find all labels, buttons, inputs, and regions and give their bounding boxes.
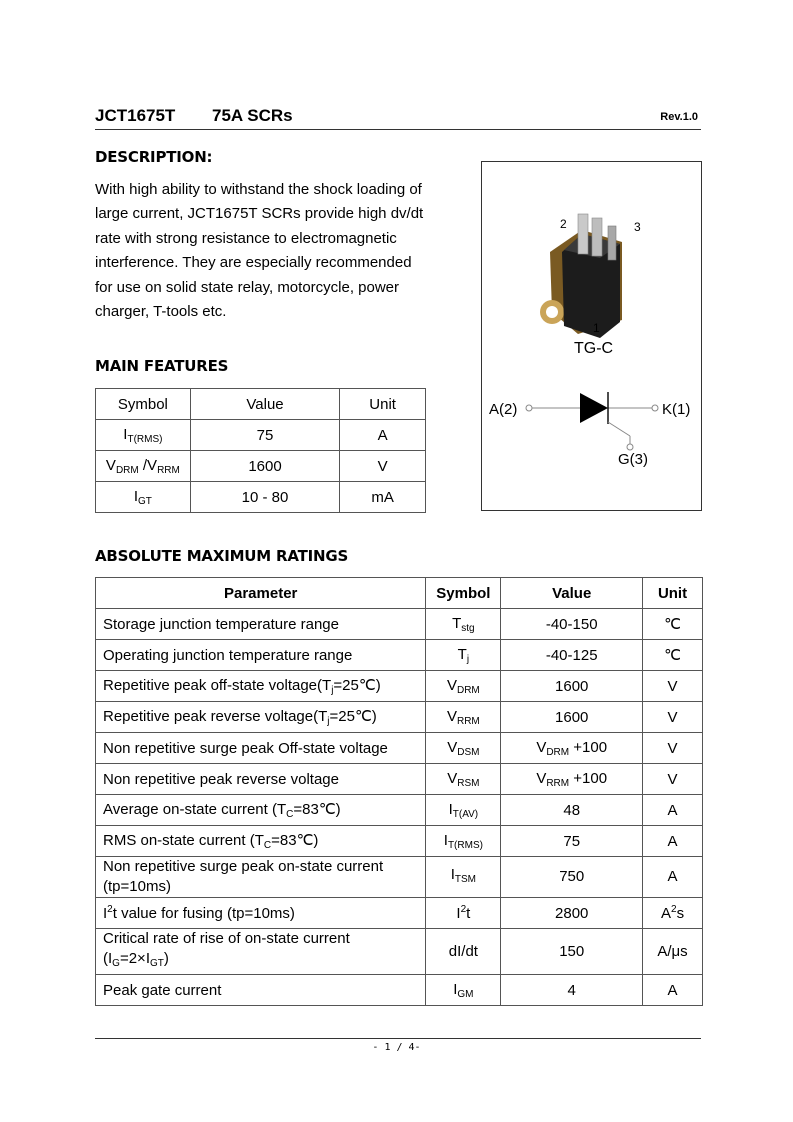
footer-divider — [95, 1038, 701, 1039]
param-cell: Non repetitive surge peak Off-state voltage — [96, 733, 426, 764]
value-cell: 48 — [501, 795, 643, 826]
param-cell: Operating junction temperature range — [96, 640, 426, 671]
terminal-2b — [592, 218, 602, 256]
param-cell: Non repetitive peak reverse voltage — [96, 764, 426, 795]
unit-cell: A — [643, 975, 703, 1006]
symbol-cell: $I_{GT}$ — [96, 482, 191, 513]
value-cell: 750 — [501, 857, 643, 898]
symbol-cell: $I_{T(RMS)}$ — [426, 826, 501, 857]
unit-cell: A — [643, 795, 703, 826]
package-figure — [481, 161, 702, 511]
unit-cell: V — [643, 764, 703, 795]
symbol-cell: $T_{stg}$ — [426, 609, 501, 640]
symbol-cell: $V_{DSM}$ — [426, 733, 501, 764]
value-cell: $V_{DRM} +100$ — [501, 733, 643, 764]
unit-cell: V — [643, 733, 703, 764]
symbol-cell: $V_{DRM}$ $/V_{RRM}$ — [96, 451, 191, 482]
ratings-heading: ABSOLUTE MAXIMUM RATINGS — [95, 547, 349, 565]
value-cell: -40-125 — [501, 640, 643, 671]
table-row — [96, 898, 703, 929]
anode-terminal — [526, 405, 532, 411]
unit-cell: V — [643, 702, 703, 733]
package-drawing — [482, 162, 701, 510]
value-cell: 75 — [501, 826, 643, 857]
param-cell: RMS on-state current $(T_C=83℃)$ — [96, 826, 426, 857]
unit-cell: $A^2s$ — [643, 898, 703, 929]
value-cell: -40-150 — [501, 609, 643, 640]
anode-label: A(2) — [489, 401, 518, 418]
value-cell: 2800 — [501, 898, 643, 929]
doc-title: 75A SCRs — [212, 106, 293, 125]
pin1-label: 1 — [593, 321, 600, 335]
table-row — [96, 702, 703, 733]
symbol-cell: $V_{RSM}$ — [426, 764, 501, 795]
header-cell: Symbol — [96, 389, 191, 420]
pin2-label: 2 — [560, 217, 567, 231]
header-cell: Value — [501, 578, 643, 609]
param-cell: Storage junction temperature range — [96, 609, 426, 640]
table-row — [96, 764, 703, 795]
table-row — [96, 578, 703, 609]
param-cell: Peak gate current — [96, 975, 426, 1006]
param-cell: Critical rate of rise of on-state current $(I_G=2\times I_{GT})$ — [96, 929, 426, 975]
value-cell: 1600 — [501, 671, 643, 702]
unit-cell: mA — [340, 482, 426, 513]
header-cell: Unit — [340, 389, 426, 420]
page-header — [95, 106, 701, 130]
unit-cell: A — [340, 420, 426, 451]
features-table — [95, 388, 426, 513]
unit-cell: A — [643, 857, 703, 898]
table-row — [96, 975, 703, 1006]
header-cell: Value — [190, 389, 339, 420]
gate-terminal — [627, 444, 633, 450]
table-row — [96, 609, 703, 640]
description-text: With high ability to withstand the shock loading of large current, JCT1675T SCRs provide high dv/dt rate with strong resistance to electromagnetic interference. They are especially recommended for use on solid state relay, motorcycle, power charger, T-tools etc. — [95, 181, 424, 321]
symbol-cell: $T_j$ — [426, 640, 501, 671]
param-cell: Repetitive peak reverse $voltage(T_j=25℃)$ — [96, 702, 426, 733]
table-row — [96, 733, 703, 764]
part-number: JCT1675T — [95, 106, 176, 125]
cathode-terminal — [652, 405, 658, 411]
header-cell: Symbol — [426, 578, 501, 609]
unit-cell: ℃ — [643, 640, 703, 671]
gate-label: G(3) — [618, 451, 648, 468]
scr-triangle — [580, 393, 608, 423]
param-cell: $I^2t$ value for fusing (tp=10ms) — [96, 898, 426, 929]
terminal-3 — [608, 226, 616, 260]
symbol-cell: $I_{T(AV)}$ — [426, 795, 501, 826]
symbol-cell: $I^2t$ — [426, 898, 501, 929]
unit-cell: A/μs — [643, 929, 703, 975]
cathode-label: K(1) — [662, 401, 691, 418]
table-row — [96, 640, 703, 671]
value-cell: 75 — [190, 420, 339, 451]
unit-cell: V — [643, 671, 703, 702]
unit-cell: ℃ — [643, 609, 703, 640]
header-cell: Parameter — [96, 578, 426, 609]
table-row — [96, 420, 426, 451]
symbol-cell: $I_{TSM}$ — [426, 857, 501, 898]
ratings-table — [95, 577, 703, 1006]
unit-cell: V — [340, 451, 426, 482]
value-cell: 1600 — [190, 451, 339, 482]
features-heading: MAIN FEATURES — [95, 357, 229, 375]
table-row — [96, 795, 703, 826]
value-cell: 1600 — [501, 702, 643, 733]
value-cell: 10 - 80 — [190, 482, 339, 513]
param-cell: Average on-state current $(T_C=83℃)$ — [96, 795, 426, 826]
table-row — [96, 482, 426, 513]
symbol-cell: $I_{GM}$ — [426, 975, 501, 1006]
header-cell: Unit — [643, 578, 703, 609]
symbol-cell: $V_{RRM}$ — [426, 702, 501, 733]
value-cell: $V_{RRM} +100$ — [501, 764, 643, 795]
param-cell: Non repetitive surge peak on-state current (tp=10ms) — [96, 857, 426, 898]
symbol-cell: $V_{DRM}$ — [426, 671, 501, 702]
param-cell: Repetitive peak off-state $voltage(T_j=25℃)$ — [96, 671, 426, 702]
page-number: - 1 / 4- — [372, 1042, 421, 1053]
value-cell: 4 — [501, 975, 643, 1006]
table-row — [96, 671, 703, 702]
terminal-2 — [578, 214, 588, 254]
table-row — [96, 451, 426, 482]
symbol-cell: dI/dt — [426, 929, 501, 975]
table-row — [96, 929, 703, 975]
description-heading: DESCRIPTION: — [95, 148, 213, 166]
gate-lead — [608, 422, 630, 436]
table-row — [96, 857, 703, 898]
package-label: TG-C — [574, 340, 614, 357]
pin3-label: 3 — [634, 220, 641, 234]
table-row — [96, 826, 703, 857]
unit-cell: A — [643, 826, 703, 857]
value-cell: 150 — [501, 929, 643, 975]
symbol-cell: $I_{T(RMS)}$ — [96, 420, 191, 451]
revision: Rev.1.0 — [660, 111, 698, 123]
table-row — [96, 389, 426, 420]
